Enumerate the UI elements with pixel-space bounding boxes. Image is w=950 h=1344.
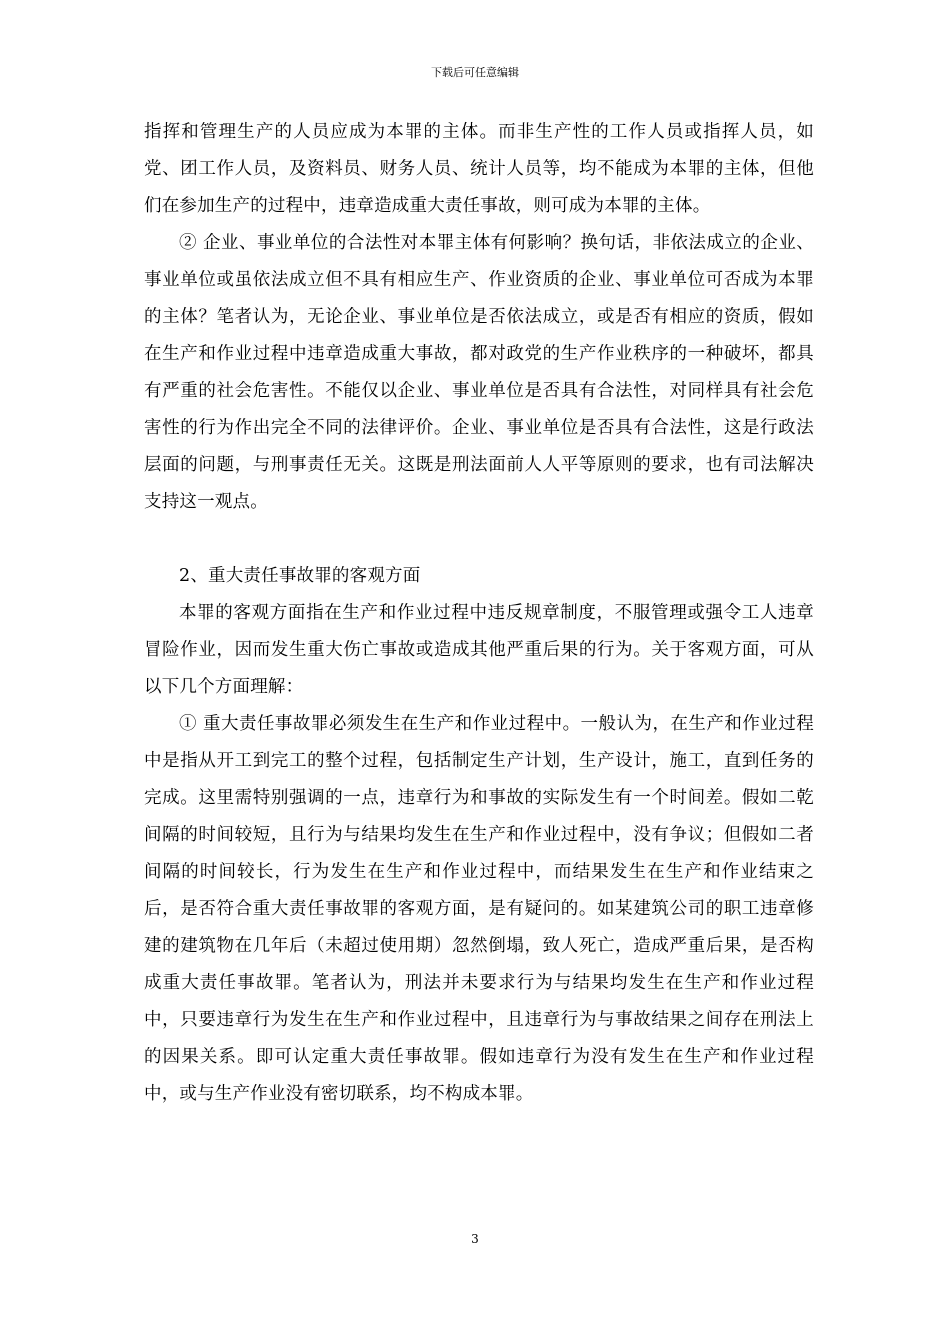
paragraph-objective-intro: 本罪的客观方面指在生产和作业过程中违反规章制度，不服管理或强令工人违章冒险作业，因而发生重大伤亡事故或造成其他严重后果的行为。关于客观方面，可从以下几个方面理解： bbox=[144, 603, 814, 697]
document-body bbox=[144, 114, 814, 1113]
paragraph-legality: ② 企业、事业单位的合法性对本罪主体有何影响？换句话，非依法成立的企业、事业单位或虽依法成立但不具有相应生产、作业资质的企业、事业单位可否成为本罪的主体？笔者认为，无论企业、事业单位是否依法成立，或是否有相应的资质，假如在生产和作业过程中违章造成重大事故，都对政党的生产作业秩序的一种破坏，都具有严重的社会危害性。不能仅以企业、事业单位是否具有合法性，对同样具有社会危害性的行为作出完全不同的法律评价。企业、事业单位是否具有合法性，这是行政法层面的问题，与刑事责任无关。这既是刑法面前人人平等原则的要求，也有司法解决支持这一观点。 bbox=[144, 233, 814, 512]
page-number: 3 bbox=[471, 1232, 479, 1246]
section-heading-objective: 2、重大责任事故罪的客观方面 bbox=[179, 566, 421, 586]
paragraph-subject-continued: 指挥和管理生产的人员应成为本罪的主体。而非生产性的工作人员或指挥人员，如党、团工作人员，及资料员、财务人员、统计人员等，均不能成为本罪的主体，但他们在参加生产的过程中，违章造成重大责任事故，则可成为本罪的主体。 bbox=[144, 122, 814, 216]
paragraph-production-process: ① 重大责任事故罪必须发生在生产和作业过程中。一般认为，在生产和作业过程中是指从开工到完工的整个过程，包括制定生产计划，生产设计，施工，直到任务的完成。这里需特别强调的一点，违章行为和事故的实际发生有一个时间差。假如二乾间隔的时间较短，且行为与结果均发生在生产和作业过程中，没有争议；但假如二者间隔的时间较长，行为发生在生产和作业过程中，而结果发生在生产和作业结束之后，是否符合重大责任事故罪的客观方面，是有疑问的。如某建筑公司的职工违章修建的建筑物在几年后（未超过使用期）忽然倒塌，致人死亡，造成严重后果，是否构成重大责任事故罪。笔者认为，刑法并未要求行为与结果均发生在生产和作业过程中，只要违章行为发生在生产和作业过程中，且违章行为与事故结果之间存在刑法上的因果关系。即可认定重大责任事故罪。假如违章行为没有发生在生产和作业过程中，或与生产作业没有密切联系，均不构成本罪。 bbox=[144, 714, 814, 1104]
paragraph-gap bbox=[144, 521, 814, 558]
page-header: 下载后可任意编辑 bbox=[431, 66, 519, 79]
